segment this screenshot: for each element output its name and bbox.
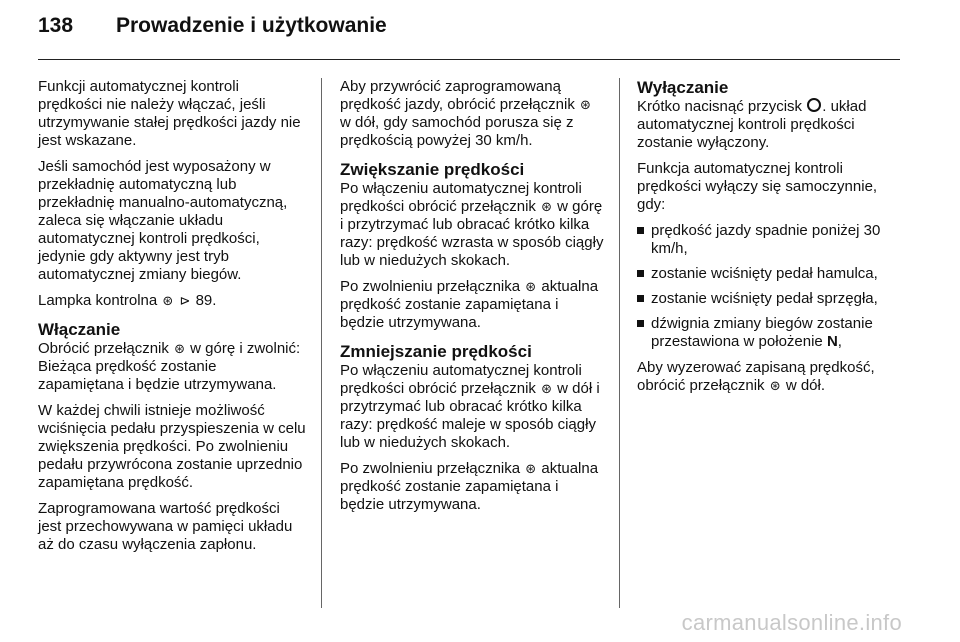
cruise-control-set-icon: ⊛ [580,97,591,112]
cancel-button-ring-icon [807,98,821,112]
text: aktualna prędkość zostanie zapamiętana i będzie utrzymywana. [340,278,599,331]
column-3 [637,78,907,403]
text: Aby przywrócić zaprogramowaną prędkość jazdy, obrócić przełącznik [340,78,575,113]
page-number: 138 [38,14,74,37]
text: Po włączeniu automatycznej kontroli prędkości obrócić przełącznik [340,362,582,397]
paragraph [38,340,306,394]
text: Po zwolnieniu przełącznika [340,278,521,295]
text: w dół. [785,377,825,394]
text: w dół, gdy samochód porusza się z prędkością powyżej 30 km/h. [340,114,574,149]
text: Lampka kontrolna [38,292,158,309]
paragraph [340,78,606,150]
page-title: Prowadzenie i użytkowanie [116,14,387,37]
watermark: carmanualsonline.info [681,610,902,635]
paragraph [340,362,606,452]
text: w górę i zwolnić: Bieżąca prędkość zostanie zapamiętana i będzie utrzymywana. [38,340,301,393]
section-heading-wlaczanie: Włączanie [38,320,121,339]
cruise-control-res-icon: ⊛ [162,293,174,308]
text: aktualna prędkość zostanie zapamiętana i będzie utrzymywana. [340,460,599,513]
section-heading-wylaczanie: Wyłączanie [637,78,729,97]
paragraph [637,98,907,152]
paragraph [340,460,606,514]
text: Obrócić przełącznik [38,340,169,357]
text: Po włączeniu automatycznej kontroli prędkości obrócić przełącznik [340,180,582,215]
cruise-control-set-icon: ⊛ [541,381,552,396]
text: . układ automatycznej kontroli prędkości zostanie wyłączony. [637,98,867,151]
gear-position-n: N [826,333,838,350]
section-heading-zwiekszanie: Zwiększanie prędkości [340,160,525,179]
column-divider-2 [619,78,620,608]
paragraph: Jeśli samochód jest wyposażony w przekładnię automatyczną lub przekładnię manualno-automatyczną, zaleca się włączanie układu automatycznej kontroli prędkości, jedynie gdy aktywny jest tryb automatycznej zmiany biegów. [38,158,288,283]
list-item: prędkość jazdy spadnie poniżej 30 km/h, [637,222,907,258]
paragraph: Funkcja automatycznej kontroli prędkości wyłączy się samoczynnie, gdy: [637,160,878,213]
page-reference-icon: ⊳ [179,293,191,308]
text: Krótko nacisnąć przycisk [637,98,803,115]
column-2 [340,78,606,522]
paragraph: Zaprogramowana wartość prędkości jest przechowywana w pamięci układu aż do czasu wyłączenia zapłonu. [38,500,293,553]
text: w dół i przytrzymać lub obracać krótko kilka razy: prędkość maleje w sposób ciągły lub w niedużych skokach. [340,380,600,451]
page-header [38,14,900,46]
paragraph: Funkcji automatycznej kontroli prędkości nie należy włączać, jeśli utrzymywanie stałej prędkości jazdy nie jest wskazane. [38,78,301,149]
list-item [637,315,907,351]
paragraph [340,278,606,332]
list-item: zostanie wciśnięty pedał hamulca, [637,265,907,283]
column-1 [38,78,306,562]
text: Po zwolnieniu przełącznika [340,460,521,477]
cruise-control-res-icon: ⊛ [174,341,185,356]
cruise-control-res-icon: ⊛ [541,199,552,214]
cruise-control-set-icon: ⊛ [769,378,781,393]
list-item: zostanie wciśnięty pedał sprzęgła, [637,290,907,308]
condition-list [637,222,907,351]
text: w górę i przytrzymać lub obracać krótko kilka razy: prędkość wzrasta w sposób ciągły lub w niedużych skokach. [340,198,604,269]
section-heading-zmniejszanie: Zmniejszanie prędkości [340,342,532,361]
column-divider-1 [321,78,322,608]
paragraph [38,292,306,310]
paragraph: W każdej chwili istnieje możliwość wciśnięcia pedału przyspieszenia w celu zwiększenia prędkości. Po zwolnieniu pedału przywrócona zostanie uprzednio zapamiętana prędkość. [38,402,306,491]
cruise-control-set-icon: ⊛ [525,461,537,476]
paragraph [637,359,907,395]
paragraph [340,180,606,270]
text: , [837,333,842,350]
cruise-control-res-icon: ⊛ [525,279,537,294]
header-rule [38,59,900,60]
page-reference: 89. [195,292,217,309]
text: dźwignia zmiany biegów zostanie przestawiona w położenie [651,315,873,350]
text: Aby wyzerować zapisaną prędkość, obrócić przełącznik [637,359,875,394]
